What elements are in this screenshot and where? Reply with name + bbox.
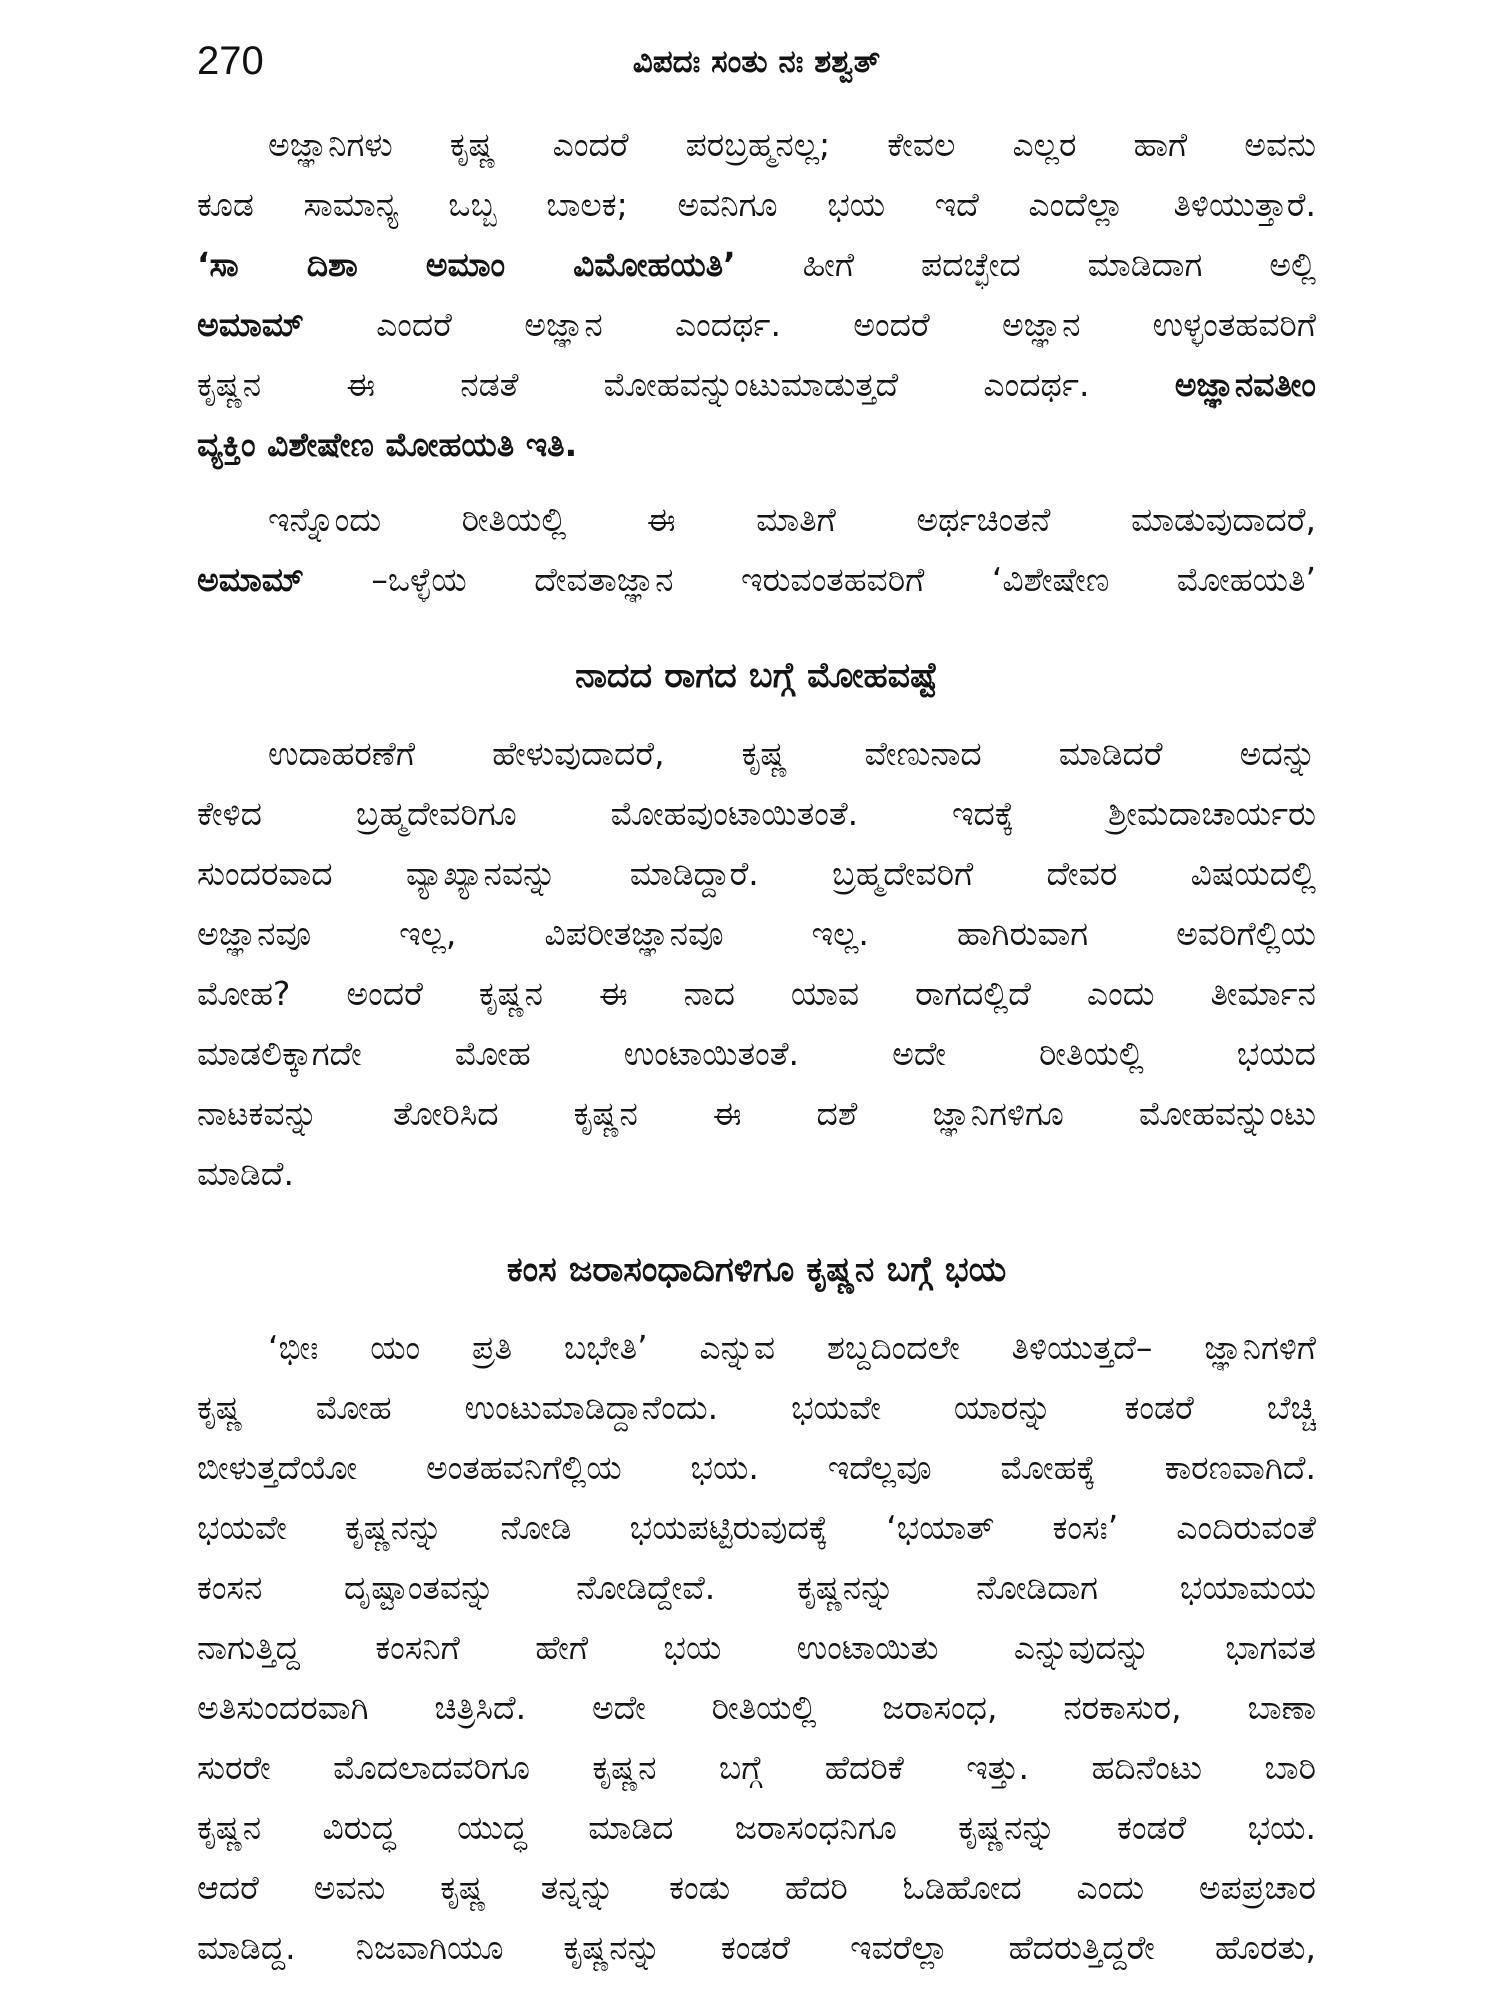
text-segment: ಕೇಳಿದ ಬ್ರಹ್ಮದೇವರಿಗೂ ಮೋಹವುಂಟಾಯಿತಂತೆ. ಇದಕ್ಕೆ ಶ್ರೀಮದಾಚಾರ್ಯರು	[197, 794, 1316, 833]
bold-text-segment: ಅಮಾಮ್	[197, 305, 304, 344]
text-segment: ಮಾಡಿದ್ದ. ನಿಜವಾಗಿಯೂ ಕೃಷ್ಣನನ್ನು ಕಂಡರೆ ಇವರೆಲ್ಲಾ ಹೆದರುತ್ತಿದ್ದರೇ ಹೊರತು,	[197, 1928, 1316, 1967]
text-segment: ಕೃಷ್ಣ ಮೋಹ ಉಂಟುಮಾಡಿದ್ದಾನೆಂದು. ಭಯವೇ ಯಾರನ್ನು ಕಂಡರೆ ಬೆಚ್ಚಿ	[197, 1388, 1316, 1427]
text-line	[197, 1558, 1316, 1618]
text-segment: ಬೀಳುತ್ತದೆಯೋ ಅಂತಹವನಿಗೆಲ್ಲಿಯ ಭಯ. ಇದೆಲ್ಲವೂ ಮೋಹಕ್ಕೆ ಕಾರಣವಾಗಿದೆ.	[197, 1448, 1316, 1487]
section-heading: ಕಂಸ ಜರಾಸಂಧಾದಿಗಳಿಗೂ ಕೃಷ್ಣನ ಬಗ್ಗೆ ಭಯ	[506, 1250, 1007, 1290]
text-segment: ಅಜ್ಞಾನಿಗಳು ಕೃಷ್ಣ ಎಂದರೆ ಪರಬ್ರಹ್ಮನಲ್ಲ; ಕೇವಲ ಎಲ್ಲರ ಹಾಗೆ ಅವನು	[268, 125, 1316, 164]
text-segment: ಸುಂದರವಾದ ವ್ಯಾಖ್ಯಾನವನ್ನು ಮಾಡಿದ್ದಾರೆ. ಬ್ರಹ್ಮದೇವರಿಗೆ ದೇವರ ವಿಷಯದಲ್ಲಿ	[197, 854, 1316, 893]
text-line	[197, 784, 1316, 844]
text-line	[197, 1858, 1316, 1918]
bold-text-segment: ‘ಸಾ ದಿಶಾ ಅಮಾಂ ವಿಮೋಹಯತಿ’	[197, 245, 736, 284]
text-segment: ಉದಾಹರಣೆಗೆ ಹೇಳುವುದಾದರೆ, ಕೃಷ್ಣ ವೇಣುನಾದ ಮಾಡಿದರೆ ಅದನ್ನು	[268, 734, 1316, 773]
text-line	[197, 550, 1316, 610]
text-line	[197, 1798, 1316, 1858]
text-line	[197, 175, 1316, 235]
text-line	[197, 1678, 1316, 1738]
text-segment: ಭಯವೇ ಕೃಷ್ಣನನ್ನು ನೋಡಿ ಭಯಪಟ್ಟಿರುವುದಕ್ಕೆ ‘ಭಯಾತ್ ಕಂಸಃ’ ಎಂದಿರುವಂತೆ	[197, 1508, 1316, 1547]
text-segment: ಅತಿಸುಂದರವಾಗಿ ಚಿತ್ರಿಸಿದೆ. ಅದೇ ರೀತಿಯಲ್ಲಿ ಜರಾಸಂಧ, ನರಕಾಸುರ, ಬಾಣಾ	[197, 1688, 1316, 1727]
text-segment: ಮಾಡಿದೆ.	[197, 1154, 294, 1193]
text-line	[197, 1024, 1316, 1084]
text-segment: –ಒಳ್ಳೆಯ ದೇವತಾಜ್ಞಾನ ಇರುವಂತಹವರಿಗೆ ‘ವಿಶೇಷೇಣ ಮೋಹಯತಿ’	[303, 560, 1316, 599]
text-line	[197, 1438, 1316, 1498]
text-segment: ಆದರೆ ಅವನು ಕೃಷ್ಣ ತನ್ನನ್ನು ಕಂಡು ಹೆದರಿ ಓಡಿಹೋದ ಎಂದು ಅಪಪ್ರಚಾರ	[197, 1868, 1316, 1907]
text-segment: ಕಂಸನ ದೃಷ್ಟಾಂತವನ್ನು ನೋಡಿದ್ದೇವೆ. ಕೃಷ್ಣನನ್ನು ನೋಡಿದಾಗ ಭಯಾಮಯ	[197, 1568, 1316, 1607]
text-segment: ನಾಟಕವನ್ನು ತೋರಿಸಿದ ಕೃಷ್ಣನ ಈ ದಶೆ ಜ್ಞಾನಿಗಳಿಗೂ ಮೋಹವನ್ನುಂಟು	[197, 1094, 1316, 1133]
running-title: ವಿಪದಃ ಸಂತು ನಃ ಶಶ್ವತ್	[632, 44, 881, 80]
text-segment: ಕೃಷ್ಣನ ಈ ನಡತೆ ಮೋಹವನ್ನುಂಟುಮಾಡುತ್ತದೆ ಎಂದರ್ಥ.	[197, 365, 1175, 404]
text-body	[197, 115, 1316, 1978]
text-segment: ಮೋಹ? ಅಂದರೆ ಕೃಷ್ಣನ ಈ ನಾದ ಯಾವ ರಾಗದಲ್ಲಿದೆ ಎಂದು ತೀರ್ಮಾನ	[197, 974, 1316, 1013]
paragraph	[197, 490, 1316, 610]
bold-text-segment: ವ್ಯಕ್ತಿಂ ವಿಶೇಷೇಣ ಮೋಹಯತಿ ಇತಿ.	[197, 425, 578, 464]
text-line	[197, 1144, 1316, 1204]
text-line	[197, 1918, 1316, 1978]
text-line	[197, 724, 1316, 784]
text-segment: ಅಜ್ಞಾನವೂ ಇಲ್ಲ, ವಿಪರೀತಜ್ಞಾನವೂ ಇಲ್ಲ. ಹಾಗಿರುವಾಗ ಅವರಿಗೆಲ್ಲಿಯ	[197, 914, 1316, 953]
text-line	[197, 1498, 1316, 1558]
text-segment: ಹೀಗೆ ಪದಚ್ಛೇದ ಮಾಡಿದಾಗ ಅಲ್ಲಿ	[735, 245, 1316, 284]
text-segment: ಇನ್ನೊಂದು ರೀತಿಯಲ್ಲಿ ಈ ಮಾತಿಗೆ ಅರ್ಥಚಿಂತನೆ ಮಾಡುವುದಾದರೆ,	[268, 500, 1316, 539]
text-segment: ‘ಭೀಃ ಯಂ ಪ್ರತಿ ಬಭೇತಿ’ ಎನ್ನುವ ಶಬ್ದದಿಂದಲೇ ತಿಳಿಯುತ್ತದೆ– ಜ್ಞಾನಿಗಳಿಗೆ	[268, 1328, 1316, 1367]
text-line	[197, 1318, 1316, 1378]
text-line	[197, 235, 1316, 295]
text-line	[197, 904, 1316, 964]
text-segment: ಎಂದರೆ ಅಜ್ಞಾನ ಎಂದರ್ಥ. ಅಂದರೆ ಅಜ್ಞಾನ ಉಳ್ಳಂತಹವರಿಗೆ	[303, 305, 1316, 344]
text-line	[197, 1378, 1316, 1438]
text-segment: ಕೃಷ್ಣನ ವಿರುದ್ಧ ಯುದ್ಧ ಮಾಡಿದ ಜರಾಸಂಧನಿಗೂ ಕೃಷ್ಣನನ್ನು ಕಂಡರೆ ಭಯ.	[197, 1808, 1316, 1847]
page-number: 270	[197, 39, 264, 83]
text-line	[197, 415, 1316, 475]
text-segment: ಸುರರೇ ಮೊದಲಾದವರಿಗೂ ಕೃಷ್ಣನ ಬಗ್ಗೆ ಹೆದರಿಕೆ ಇತ್ತು. ಹದಿನೆಂಟು ಬಾರಿ	[197, 1748, 1316, 1787]
text-line	[197, 1618, 1316, 1678]
text-segment: ನಾಗುತ್ತಿದ್ದ ಕಂಸನಿಗೆ ಹೇಗೆ ಭಯ ಉಂಟಾಯಿತು ಎನ್ನುವುದನ್ನು ಭಾಗವತ	[197, 1628, 1316, 1667]
text-line	[197, 964, 1316, 1024]
text-segment: ಕೂಡ ಸಾಮಾನ್ಯ ಒಬ್ಬ ಬಾಲಕ; ಅವನಿಗೂ ಭಯ ಇದೆ ಎಂದೆಲ್ಲಾ ತಿಳಿಯುತ್ತಾರೆ.	[197, 185, 1316, 224]
text-line	[197, 1738, 1316, 1798]
bold-text-segment: ಅಮಾಮ್	[197, 560, 304, 599]
bold-text-segment: ಅಜ್ಞಾನವತೀಂ	[1174, 365, 1316, 404]
text-line	[197, 355, 1316, 415]
text-segment: ಮಾಡಲಿಕ್ಕಾಗದೇ ಮೋಹ ಉಂಟಾಯಿತಂತೆ. ಅದೇ ರೀತಿಯಲ್ಲಿ ಭಯದ	[197, 1034, 1316, 1073]
text-line	[197, 1084, 1316, 1144]
text-line	[197, 115, 1316, 175]
paragraph	[197, 1318, 1316, 1978]
paragraph	[197, 115, 1316, 475]
paragraph	[197, 724, 1316, 1204]
text-line	[197, 490, 1316, 550]
text-line	[197, 844, 1316, 904]
section-heading: ನಾದದ ರಾಗದ ಬಗ್ಗೆ ಮೋಹವಷ್ಟೆ	[575, 656, 938, 696]
text-line	[197, 295, 1316, 355]
